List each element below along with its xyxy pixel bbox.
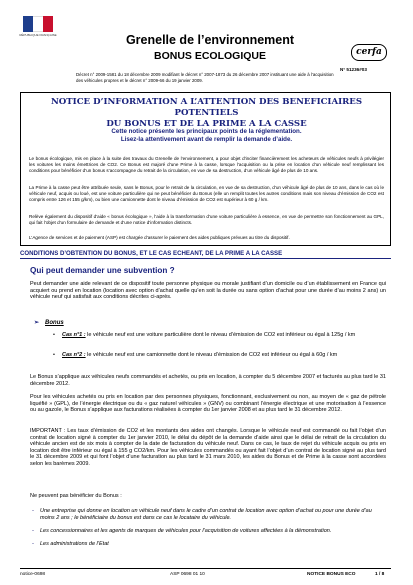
exclusion-item-1-text: Une entreprise qui donne en location un véhicule neuf dans le cadre d’un contrat de location avec option d’achat ou pour une durée d’au moins 2 ans ; le bénéficiaire du bonus est dans ce cas le locataire du véhicule. <box>40 508 372 521</box>
case-2-label: Cas n°2 : <box>62 352 86 358</box>
exclusion-item-2 <box>32 528 385 535</box>
exclusion-item-3-text: Les administrations de l’Etat <box>40 541 109 547</box>
notice-paragraph-2: La Prime à la casse peut être attribuée seule, sans le Bonus, pour le retrait de la circulation, en vue de sa destruction, d’un véhicule âgé de plus de 10 ans, dans le cas où le véhicule neuf, acquis ou loué, est une voiture particulière qui ne peut bénéficier du Bonus (elle un remplit toutes les autres conditions mais son niveau d’émission de CO2 est compris entre 126 et 155 g/km), ou bien une camionnette dont le niveau d’émission de CO2 est supérieur à 60 g / km. <box>29 185 384 202</box>
cerfa-logo: cerfa <box>351 44 387 61</box>
exclusion-item-2-text: Les concessionnaires et les agents de marques de véhicules pour l’acquisition de voitures affectées à la démonstration. <box>40 528 332 534</box>
notice-subtitle <box>27 128 386 144</box>
notice-subtitle-line-2: Lisez-la attentivement avant de remplir la demande d’aide. <box>120 136 293 143</box>
page-footer <box>20 568 391 579</box>
notice-paragraph-4: L’Agence de services et de paiement (ASP) est chargée d’assurer le paiement des aides publiques prévues au titre du dispositif. <box>29 235 290 240</box>
notice-title <box>27 97 386 130</box>
case-1-text: le véhicule neuf est une voiture particulière dont le niveau d’émission de CO2 est inférieur ou égal à 125g / km <box>87 332 356 338</box>
intro-paragraph: Peut demander une aide relevant de ce dispositif toute personne physique ou morale justifiant d’un domicile ou d’un établissement en France qui acquiert ou prend en location (location avec option d’achat quelle qu’en soit la durée ou sans option d’achat pour une durée d’au moins 2 ans) un véhicule neuf qui satisfait aux conditions décrites ci-après. <box>30 281 386 301</box>
section-title: CONDITIONS D’OBTENTION DU BONUS, ET LE CAS ECHEANT, DE LA PRIME A LA CASSE <box>20 250 391 259</box>
footer-label: NOTICE BONUS ECO <box>307 572 356 577</box>
decret-reference: Décret n° 2009-1581 du 18 décembre 2009 modifiant le décret n° 2007-1873 du 26 décembre 2007 instituant une aide à l’acquisition des véhicules propres et le décret n° 2009-66 du 19 janvier 2009. <box>76 72 334 83</box>
notice-title-line-2: DU BONUS ET DE LA PRIME A LA CASSE <box>106 119 307 129</box>
case-2 <box>53 352 382 359</box>
electric-paragraph: Pour les véhicules achetés ou pris en location par des personnes physiques, fonctionnant, exclusivement ou non, au moyen de « gaz de pétrole liquéfié » (GPL), de l’énergie électrique ou du « gaz naturel véhicules » (GNV) ou combinant l’énergie électrique et une motorisation à l’essence ou au gazole, le Bonus s’applique aux facturations réalisées à compter du 1er janvier 2008 et au plus tard le 31 décembre 2012. <box>30 394 386 414</box>
form-number: N° 51236#03 <box>340 67 367 72</box>
tricolor-flag-icon <box>23 16 53 32</box>
page-subtitle: BONUS ECOLOGIQUE <box>153 50 266 62</box>
bullet-icon: • <box>53 332 55 338</box>
exclusion-item-3 <box>32 541 385 548</box>
footer-ref: notice-0698 <box>20 572 46 577</box>
exclusion-item-1 <box>32 508 385 521</box>
case-1-label: Cas n°1 : <box>62 332 86 338</box>
case-1 <box>53 332 382 339</box>
dash-icon: - <box>32 508 34 514</box>
notice-box <box>20 92 391 246</box>
case-2-text: le véhicule neuf est une camionnette dont le niveau d’émission de CO2 est inférieur ou égal à 60g / km <box>87 352 338 358</box>
notice-paragraph-1: Le bonus écologique, mis en place à la suite des travaux du Grenelle de l’environnement, a pour objet d’inciter financièrement les acheteurs de véhicules neufs à privilégier les voitures les moins émettrices de CO2. Ce Bonus est majoré d’une Prime à la casse, lorsque l’acquisition ou la prise en location d’un véhicule neuf remplissant les conditions pour bénéficier d’un bonus s’accompagne du retrait de la circulation, en vue de sa destruction, d’un véhicule âgé de plus de 10 ans. <box>29 156 384 173</box>
bonus-heading-text: Bonus <box>45 320 64 326</box>
footer-asp: ASP 0698 01 10 <box>170 572 205 577</box>
bonus-heading <box>34 319 64 326</box>
exclusions-paragraph: Ne peuvent pas bénéficier du Bonus : <box>30 493 122 499</box>
dash-icon: - <box>32 528 34 534</box>
orders-paragraph: Le Bonus s’applique aux véhicules neufs commandés et achetés, ou pris en location, à compter du 5 décembre 2007 et facturés au plus tard le 31 décembre 2012. <box>30 374 386 387</box>
important-paragraph: IMPORTANT : Les taux d’émission de CO2 et les montants des aides ont changés. Lorsque le véhicule neuf est commandé ou fait l’objet d’un contrat de location signé à compter du 1er janvier 2010, le délai du dépôt de la demande d’aide ainsi que le délai de retrait de la circulation du véhicule ancien est de six mois à compter de la date de facturation du véhicule neuf. Dans ce cas, le taux de rejet du véhicule acquis ou pris en location doit être inférieur ou égal à 155 g CO2/km. Pour les véhicules commandés ou ayant fait l’objet d’un contrat de location signé au plus tard le 31 décembre 2009 et qui font l’objet d’une facturation au plus tard le 31 mars 2010, les aides du Bonus et de Prime à la casse sont accordées selon les barèmes 2009. <box>30 428 386 467</box>
footer-page-number: 1 / 8 <box>375 572 385 577</box>
republique-logo <box>16 16 60 46</box>
arrow-right-icon: ➢ <box>34 320 40 326</box>
notice-title-line-1: NOTICE D’INFORMATION A L’ATTENTION DES BENEFICIAIRES POTENTIELS <box>50 97 363 118</box>
section-question: Qui peut demander une subvention ? <box>30 266 175 275</box>
notice-paragraph-3: Relève également du dispositif d’aide « bonus écologique », l’aide à la transformation d’une voiture particulière à essence, en vue de permettre son fonctionnement au GPL, qui fait l’objet d’un formulaire de demande et d’une notice d’information distincts. <box>29 214 384 225</box>
bullet-icon: • <box>53 352 55 358</box>
page-title: Grenelle de l’environnement <box>125 33 295 47</box>
notice-subtitle-line-1: Cette notice présente les principaux points de la réglementation. <box>111 128 302 135</box>
logo-text: RÉPUBLIQUE FRANÇAISE <box>19 33 57 37</box>
dash-icon: - <box>32 541 34 547</box>
